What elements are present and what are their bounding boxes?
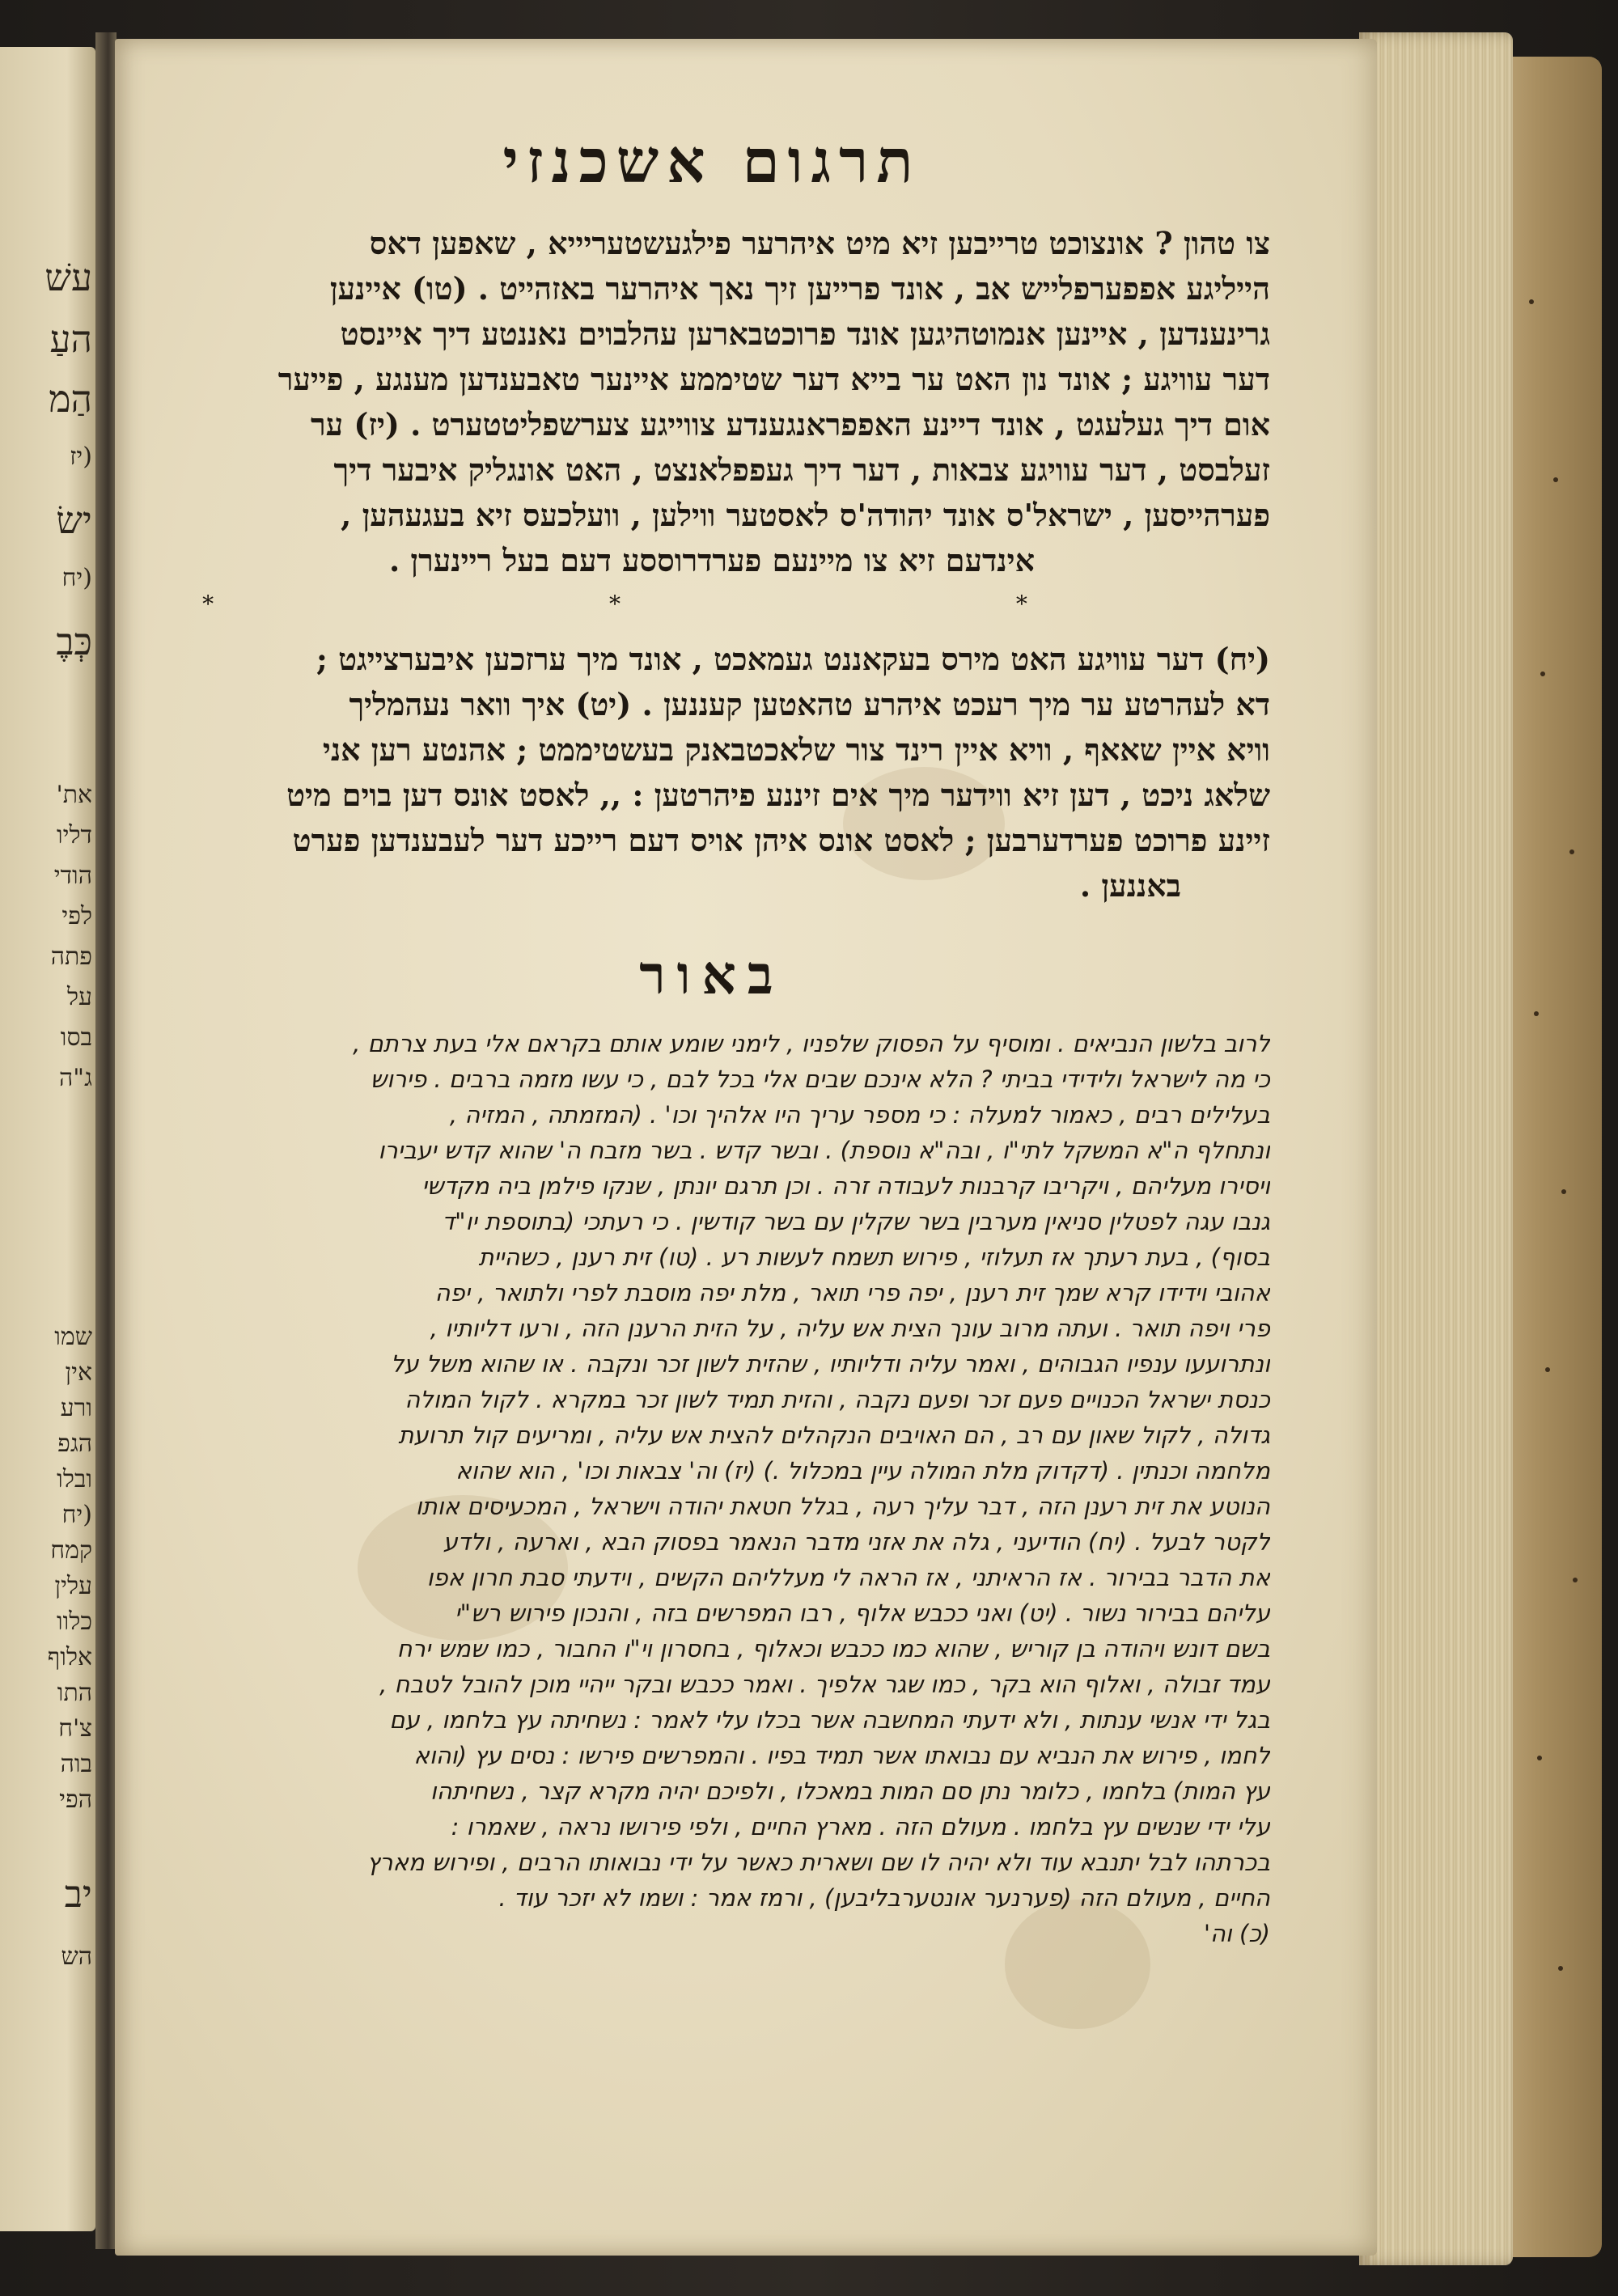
book-cover-edge: [1505, 57, 1602, 2257]
translation-line: אינדעם זיא צו מיינעם פערדרוססע דעם בעל ריינערן .: [388, 542, 1036, 579]
facing-page-fragment: על: [66, 983, 92, 1011]
section-ornament: * * *: [202, 591, 1222, 618]
translation-line: זיינע פרוכט פערדערבען ; לאסט אונס איהן אויס דעם רייכע דער לעבענדען פערט: [292, 822, 1270, 859]
commentary-line: גדולה , לקול שאון עם רב , הם האויבים הנקהלים להצית אש עליה , ומריעים קול תרועת: [398, 1421, 1270, 1449]
facing-page-fragment: בוה: [60, 1750, 92, 1778]
facing-page-fragment: בסו: [60, 1023, 92, 1052]
commentary-line: את הדבר בבירור . אז הראיתני , אז הראה לי מעלליהם הקשים , וידעתי סבת חרון אפו: [426, 1563, 1270, 1591]
commentary-line: לקטר לבעל . (יח) הודיעני , גלה את אזני מדבר הנאמר בפסוק הבא , וארעה , ולדע: [443, 1527, 1270, 1556]
facing-page-fragment: ג"ה: [59, 1064, 92, 1092]
commentary-line: גנבו עגה לפטלין סניאין מערבין בשר שקלין עם בשר קודשין . כי רעתכי (בתוספת יו"ד: [442, 1207, 1270, 1235]
facing-page-fragment: הַמ: [49, 377, 92, 421]
commentary-line: כנסת ישראל הכנויים פעם זכר ופעם נקבה , והזית תמיד לשון זכר במקרא . לקול המולה: [404, 1385, 1270, 1413]
translation-line: זעלבסט , דער עוויגע צבאות , דער דיך געפפלאנצט , האט אונגליק איבער דיך: [333, 451, 1270, 489]
translation-line: שלאג ניכט , דען זיא ווידער מיך אים זיננע פיהרטען : ,, לאסט אונס דען בוים מיט: [286, 777, 1270, 814]
facing-page-fragment: שמו: [54, 1323, 92, 1351]
facing-page-fragment: העַ: [49, 317, 92, 361]
commentary-line: עלי ידי שנשים עץ בלחמו . מעולם הזה . מארץ החיים , ולפי פירושו נראה , שאמרו :: [451, 1812, 1270, 1841]
commentary-line: עמד זבולה , ואלוף הוא בקר , כמו שגר אלפיך . ואמר ככבש ובקר ייהיי מוכן להובל לטבח ,: [379, 1670, 1270, 1698]
commentary-line: פרי ויפה תואר . ועתה מרוב עונך הצית אש עליה , על הזית הרענן הזה , ורעו דליותיו ,: [430, 1314, 1270, 1342]
facing-page-fragment: לפי: [61, 902, 92, 930]
commentary-line: לחמו , פירוש את הנביא עם נבואתו אשר תמיד בפיו . והמפרשים פירשו : נסים עץ (והוא: [413, 1741, 1270, 1769]
facing-page-fragment: (יז: [70, 443, 92, 471]
facing-page-fragment: הודי: [53, 862, 92, 890]
facing-page-fragment: דליו: [56, 821, 92, 849]
page-content: [154, 129, 1270, 1951]
translation-block: [154, 221, 1270, 583]
commentary-line: ונתרועעו ענפיו הגבוהים , ואמר עליה ודליותיו , שהזית לשון זכר ונקבה . או שהוא משל על: [390, 1349, 1270, 1378]
translation-block-2: [154, 637, 1270, 909]
facing-page-fragment: (יח: [61, 564, 92, 592]
book-gutter: [95, 32, 116, 2249]
facing-page: [0, 47, 95, 2231]
commentary-line: בסוף) , בעת רעתך אז תעלוזי , פירוש תשמח לעשות רע . (טו) זית רענן , כשהיית: [478, 1243, 1270, 1271]
commentary-line: עליהם בבירור נשור . (יט) ואני ככבש אלוף , רבו המפרשים בזה , והנכון פירוש רש"י: [455, 1599, 1270, 1627]
translation-line: (יח) דער עוויגע האט מירס בעקאננט געמאכט , אונד מיך ערזכען איבערצייגט ;: [316, 641, 1270, 678]
facing-page-fragment: פתה: [50, 943, 92, 971]
facing-page-fragment: יב: [64, 1872, 92, 1916]
commentary-line: החיים , מעולם הזה (פערנער אונטערבליבען) , ורמז אמר : ושמו לא יזכר עוד .: [498, 1883, 1270, 1912]
page-fore-edge: [1359, 32, 1513, 2265]
facing-page-fragment: קמח: [50, 1536, 92, 1565]
commentary-line: עץ המות) בלחמו , כלומר נתן סם המות במאכלו , ולפיכם יהיה מקרא קצר , נשחיתהו: [430, 1777, 1270, 1805]
catchword: (כ) וה': [1203, 1919, 1270, 1947]
commentary-heading: באור: [639, 943, 785, 1007]
commentary-line: הנוטע את זית רענן הזה , דבר עליך רעה , בגלל חטאת יהודה וישראל , המכעיסים אותו: [415, 1492, 1270, 1520]
facing-page-fragment: אלוף: [47, 1643, 92, 1671]
facing-page-fragment: צ'ח: [58, 1714, 92, 1743]
facing-page-fragment: עלין: [54, 1572, 92, 1600]
translation-line: דא לעהרטע ער מיך רעכט איהרע טהאטען קעננען . (יט) איך וואר נעהמליך: [349, 686, 1270, 723]
commentary-line: מלחמה וכנתין . (דקדוק מלת המולה עיין במכלול .) (יז) וה' צבאות וכו' , הוא שהוא: [455, 1456, 1270, 1485]
facing-page-fragment: את': [56, 781, 92, 809]
facing-page-fragment: הפי: [59, 1786, 92, 1814]
facing-page-fragment: הש: [61, 1942, 92, 1971]
commentary-line: בכרתהו לבל יתנבא עוד ולא יהיה לו שם ושארית כאשר על ידי נבואותו הרבים , ופירוש מארץ: [366, 1848, 1270, 1876]
commentary-line: בגל ידי אנשי ענתות , ולא ידעתי המחשבה אשר בכלו עלי לאמר : נשחיתה עץ בלחמו , עם: [389, 1705, 1270, 1734]
commentary-line: ויסירו מעליהם , ויקריבו קרבנות לעבודה זרה . וכן תרגם יונתן , שנקו פילמן ביה מקדשי: [421, 1171, 1270, 1200]
translation-line: באננען .: [1079, 867, 1181, 904]
commentary-line: לרוב בלשון הנביאים . ומוסיף על הפסוק שלפניו , לימני שומע אותם בקראם אלי בעת צרתם ,: [353, 1029, 1270, 1057]
facing-page-fragment: ורע: [60, 1394, 92, 1422]
translation-line: פערהייסען , ישראל'ס אונד יהודה'ס לאסטער ווילען , וועלכעס זיא בעגעהען ,: [341, 497, 1270, 534]
facing-page-fragment: הגפ: [57, 1430, 92, 1458]
facing-page-fragment: כלוו: [56, 1608, 92, 1636]
facing-page-fragment: ישׂ: [56, 498, 92, 542]
translation-line: הייליגע אפפערפלייש אב , אונד פרייען זיך נאך איהרער באזהייט . (טו) איינען: [329, 270, 1270, 307]
facing-page-fragment: כְּבֶ: [56, 620, 92, 663]
running-title: תרגום אשכנזי: [502, 127, 921, 197]
translation-line: אום דיך געלעגט , אונד דיינע האפפראנגענדע צווייגע צערשפליטטערט . (יז) ער: [310, 406, 1270, 443]
commentary-block: [154, 1026, 1270, 1951]
commentary-line: כי מה לישראל ולידידי בביתי ? הלא אינכם שבים אלי בכל לבם , כי עשו מזמה ברבים . פירוש: [370, 1065, 1270, 1093]
facing-page-fragment: אין: [65, 1358, 92, 1387]
translation-line: דער עוויגע ; אונד נון האט ער בייא דער שטיממע איינער טאבענדען מענגע , פייער: [277, 361, 1270, 398]
facing-page-fragment: עשׁ: [44, 256, 92, 299]
commentary-line: בעלילים רבים , כאמור למעלה : כי מספר עריך היו אלהיך וכו' . (המזמתה , המזיה ,: [449, 1100, 1270, 1129]
translation-line: צו טהון ? אונצוכט טרייבען זיא מיט איהרער פילגעשטעריייא , שאפען דאס: [369, 225, 1270, 262]
translation-line: וויא איין שאאף , וויא איין רינד צור שלאכטבאנק בעשטיממט ; אהנטע רען אני: [322, 731, 1270, 769]
commentary-line: בשם דונש ויהודה בן קוריש , שהוא כמו ככבש וכאלוף , בחסרון וי"ו החבור , כמו שמש ירח: [396, 1634, 1270, 1663]
facing-page-fragment: (יח: [61, 1501, 92, 1529]
commentary-line: ונתחלף ה"א המשקל לתי"ו , ובה"א נוספת) . ובשר קדש . בשר מזבח ה' שהוא קדש יעבירו: [378, 1136, 1270, 1164]
facing-page-fragment: התו: [57, 1679, 92, 1707]
commentary-line: אהובי וידידו קרא שמך זית רענן , יפה פרי תואר , מלת יפה מוסבת לפרי ולתואר , יפה: [434, 1278, 1270, 1307]
translation-line: גרינענדען , איינען אנמוטהיגען אונד פרוכטבארען עהלבוים נאננטע דיך איינסט: [340, 316, 1270, 353]
facing-page-fragment: ובלו: [57, 1465, 92, 1493]
